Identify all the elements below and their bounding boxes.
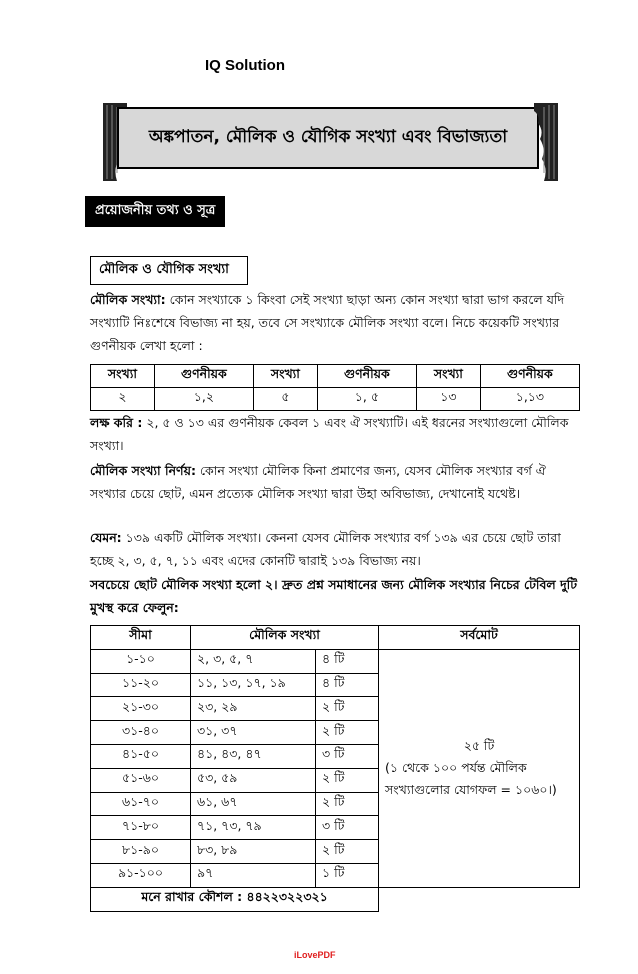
factor-header: সংখ্যা xyxy=(91,365,155,388)
range-cell: ১-১০ xyxy=(91,649,191,673)
test-text: কোন সংখ্যা মৌলিক কিনা প্রমাণের জন্য, যেসব মৌলিক সংখ্যার বর্গ ঐ সংখ্যার চেয়ে ছোট, এমন প্রত্যেক মৌলিক সংখ্যা দ্বারা উহা অবিভাজ্য, দেখানোই যথেষ্ট। xyxy=(90,463,546,501)
definition-term: মৌলিক সংখ্যা: xyxy=(90,292,166,307)
count-cell: ২ টি xyxy=(316,697,379,721)
note-paragraph xyxy=(90,411,580,457)
total-note: (১ থেকে ১০০ পর্যন্ত মৌলিক সংখ্যাগুলোর যোগফল = ১০৬০।) xyxy=(385,760,557,798)
factor-header: সংখ্যা xyxy=(253,365,317,388)
count-cell: ২ টি xyxy=(316,840,379,864)
primes-cell: ২, ৩, ৫, ৭ xyxy=(191,649,316,673)
prime-header-range: সীমা xyxy=(91,626,191,650)
total-count: ২৫ টি xyxy=(463,738,495,754)
test-term: মৌলিক সংখ্যা নির্ণয়: xyxy=(90,463,196,478)
range-cell: ৮১-৯০ xyxy=(91,840,191,864)
example-text: ১৩৯ একটি মৌলিক সংখ্যা। কেননা যেসব মৌলিক সংখ্যার বর্গ ১৩৯ এর চেয়ে ছোট তারা হচ্ছে ২, ৩, ৫, ৭, ১১ এবং এদের কোনটি দ্বারাই ১৩৯ বিভাজ্য নয়। xyxy=(90,530,561,568)
range-cell: ৯১-১০০ xyxy=(91,863,191,887)
primes-cell: ৯৭ xyxy=(191,863,316,887)
primes-cell: ৫৩, ৫৯ xyxy=(191,768,316,792)
range-cell: ৫১-৬০ xyxy=(91,768,191,792)
definition-paragraph xyxy=(90,288,580,357)
range-cell: ৭১-৮০ xyxy=(91,816,191,840)
primes-cell: ৭১, ৭৩, ৭৯ xyxy=(191,816,316,840)
right-curtain-icon xyxy=(534,103,558,181)
count-cell: ২ টি xyxy=(316,792,379,816)
example-paragraph xyxy=(90,526,580,572)
factor-cell: ১,২ xyxy=(154,388,253,411)
factor-header: গুণনীয়ক xyxy=(317,365,416,388)
count-cell: ৩ টি xyxy=(316,744,379,768)
chapter-title: অঙ্কপাতন, মৌলিক ও যৌগিক সংখ্যা এবং বিভাজ্যতা xyxy=(148,127,508,147)
highlight-paragraph: সবচেয়ে ছোট মৌলিক সংখ্যা হলো ২। দ্রুত প্রশ্ন সমাধানের জন্য মৌলিক সংখ্যার নিচের টেবিল দুটি মুখস্থ করে ফেলুন: xyxy=(90,577,578,615)
prime-header-primes: মৌলিক সংখ্যা xyxy=(191,626,379,650)
header-title: IQ Solution xyxy=(205,57,285,74)
total-cell xyxy=(379,649,580,887)
primes-cell: ৪১, ৪৩, ৪৭ xyxy=(191,744,316,768)
subsection-title: মৌলিক ও যৌগিক সংখ্যা xyxy=(90,256,248,285)
primes-cell: ৩১, ৩৭ xyxy=(191,721,316,745)
count-cell: ৪ টি xyxy=(316,673,379,697)
prime-header-total: সর্বমোট xyxy=(379,626,580,650)
range-cell: ২১-৩০ xyxy=(91,697,191,721)
example-term: যেমন: xyxy=(90,530,122,545)
factor-header: গুণনীয়ক xyxy=(480,365,579,388)
note-text: ২, ৫ ও ১৩ এর গুণনীয়ক কেবল ১ এবং ঐ সংখ্যাটি। এই ধরনের সংখ্যাগুলো মৌলিক সংখ্যা। xyxy=(90,415,569,453)
count-cell: ৩ টি xyxy=(316,816,379,840)
prime-table xyxy=(90,625,580,912)
footer-credit: iLovePDF xyxy=(294,950,336,960)
mnemonic-cell: মনে রাখার কৌশল : ৪৪২২৩২২৩২১ xyxy=(91,887,379,911)
table-row xyxy=(91,649,580,673)
count-cell: ৪ টি xyxy=(316,649,379,673)
factor-header: গুণনীয়ক xyxy=(154,365,253,388)
factor-table xyxy=(90,364,580,411)
definition-text: কোন সংখ্যাকে ১ কিংবা সেই সংখ্যা ছাড়া অন্য কোন সংখ্যা দ্বারা ভাগ করলে যদি সংখ্যাটি নিঃশেষে বিভাজ্য না হয়, তবে সে সংখ্যাকে মৌলিক সংখ্যা বলে। নিচে কয়েকটি সংখ্যার গুণনীয়ক লেখা হলো : xyxy=(90,292,565,353)
count-cell: ১ টি xyxy=(316,863,379,887)
factor-cell: ২ xyxy=(91,388,155,411)
count-cell: ২ টি xyxy=(316,721,379,745)
range-cell: ৪১-৫০ xyxy=(91,744,191,768)
factor-cell: ১, ৫ xyxy=(317,388,416,411)
range-cell: ১১-২০ xyxy=(91,673,191,697)
factor-cell: ১,১৩ xyxy=(480,388,579,411)
primes-cell: ৬১, ৬৭ xyxy=(191,792,316,816)
range-cell: ৬১-৭০ xyxy=(91,792,191,816)
note-term: লক্ষ করি : xyxy=(90,415,143,430)
primes-cell: ২৩, ২৯ xyxy=(191,697,316,721)
primes-cell: ১১, ১৩, ১৭, ১৯ xyxy=(191,673,316,697)
primes-cell: ৮৩, ৮৯ xyxy=(191,840,316,864)
test-paragraph xyxy=(90,459,580,505)
factor-header: সংখ্যা xyxy=(416,365,480,388)
chapter-banner xyxy=(103,103,558,181)
factor-cell: ১৩ xyxy=(416,388,480,411)
factor-cell: ৫ xyxy=(253,388,317,411)
section-label: প্রয়োজনীয় তথ্য ও সূত্র xyxy=(85,196,225,227)
range-cell: ৩১-৪০ xyxy=(91,721,191,745)
count-cell: ২ টি xyxy=(316,768,379,792)
